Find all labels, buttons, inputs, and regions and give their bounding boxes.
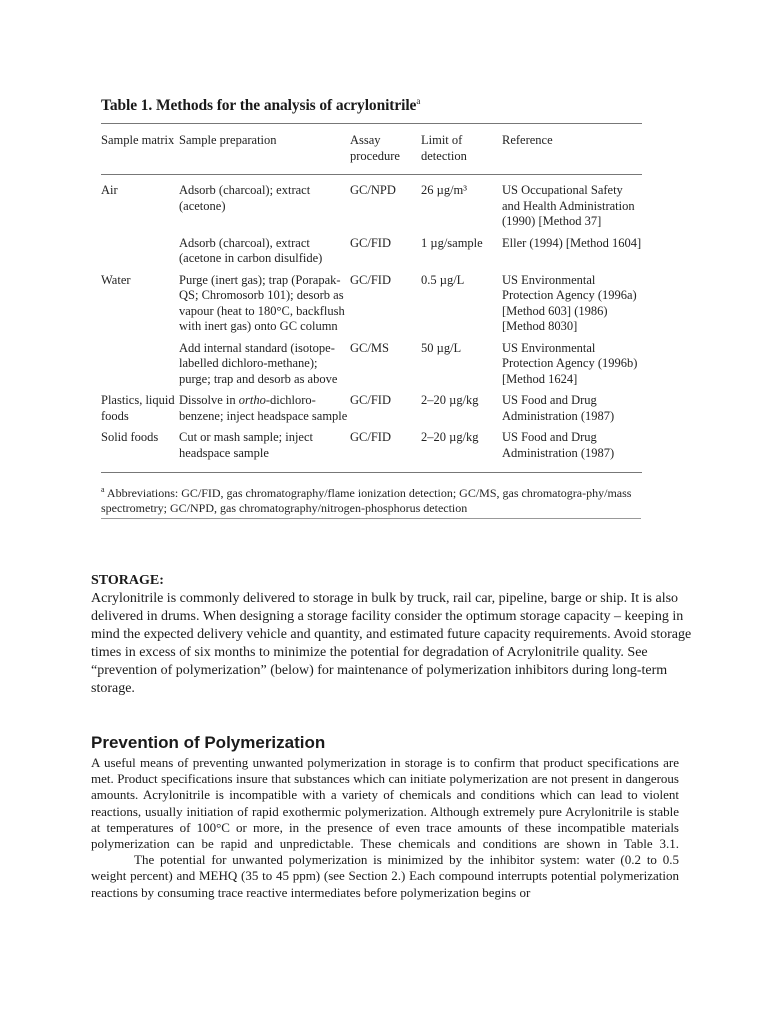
table-footnote: $^a$ Abbreviations: GC/FID, gas chromatography/flame ionization detection; GC/MS, gas chromatogra-phy/mass spectrometry; GC/NPD, gas chromatography/nitrogen-phosphorus detection	[101, 482, 641, 519]
cell-preparation: Purge (inert gas); trap (Porapak-QS; Chromosorb 101); desorb as vapour (heat to 180°C, backflush with inert gas) onto GC column	[179, 272, 345, 334]
cell-matrix: Water	[101, 272, 131, 287]
cell-preparation: Add internal standard (isotope-labelled dichloro-methane); purge; trap and desorb as above	[179, 340, 338, 386]
header-assay-procedure: Assay procedure	[350, 133, 400, 163]
cell-assay: GC/FID	[350, 430, 391, 445]
cell-reference: US Food and Drug Administration (1987)	[502, 430, 615, 460]
cell-reference: US Occupational Safety and Health Administration (1990) [Method 37]	[502, 183, 635, 229]
storage-section	[91, 572, 705, 698]
header-sample-preparation: Sample preparation	[179, 133, 277, 148]
cell-matrix: Solid foods	[101, 430, 159, 445]
table-row	[101, 430, 642, 473]
cell-matrix	[101, 236, 179, 273]
cell-limit: 50 µg/L	[421, 340, 462, 355]
storage-heading: STORAGE:	[91, 573, 164, 588]
cell-assay: GC/FID	[350, 272, 391, 287]
cell-reference: US Environmental Protection Agency (1996b) [Method 1624]	[502, 340, 638, 386]
prevention-paragraph-2: The potential for unwanted polymerization is minimized by the inhibitor system: water (0.2 to 0.5 weight percent) and MEHQ (35 to 45 ppm) (see Section 2.) Each compound interrupts potential polymerization reactions by consuming trace reactive intermediates before polymerization begins or	[91, 852, 679, 900]
cell-limit: 2–20 µg/kg	[421, 393, 479, 408]
cell-reference: US Environmental Protection Agency (1996a) [Method 603] (1986) [Method 8030]	[502, 272, 637, 334]
cell-matrix: Air	[101, 183, 118, 198]
cell-limit: 26 µg/m³	[421, 183, 468, 198]
prevention-section	[91, 733, 679, 901]
analysis-methods-table-block	[101, 96, 641, 519]
table-header-row	[101, 124, 642, 175]
cell-matrix: Plastics, liquid foods	[101, 393, 175, 423]
table-row	[101, 393, 642, 430]
cell-limit: 0.5 µg/L	[421, 272, 465, 287]
prevention-heading: Prevention of Polymerization	[91, 733, 326, 752]
cell-matrix	[101, 341, 179, 394]
prevention-paragraph-1: A useful means of preventing unwanted polymerization in storage is to confirm that product specifications are met. Product specifications insure that substances which can initiate polymerization are not present in dangerous amounts. Acrylonitrile is incompatible with a variety of chemicals and conditions which can lead to violent reactions, usually initiation of rapid exothermic polymerization. Although extremely pure Acrylonitrile is stable at temperatures of 100°C or more, in the presence of even trace amounts of these incompatible materials polymerization can be rapid and unpredictable. These chemicals and conditions are shown in Table 3.1.	[91, 755, 679, 852]
cell-preparation: Dissolve in ortho-dichloro-benzene; inject headspace sample	[179, 393, 348, 423]
cell-limit: 1 µg/sample	[421, 235, 483, 250]
cell-assay: GC/FID	[350, 235, 391, 250]
analysis-methods-table	[101, 123, 642, 473]
table-title: Table 1. Methods for the analysis of acrylonitrile$^a$	[101, 96, 421, 115]
header-reference: Reference	[502, 133, 553, 148]
cell-preparation: Adsorb (charcoal), extract (acetone in carbon disulfide)	[179, 235, 323, 266]
table-row	[101, 341, 642, 394]
table-row	[101, 175, 642, 236]
table-row	[101, 273, 642, 341]
cell-preparation: Adsorb (charcoal); extract (acetone)	[179, 183, 311, 213]
cell-reference: US Food and Drug Administration (1987)	[502, 393, 615, 423]
cell-assay: GC/NPD	[350, 183, 396, 198]
cell-reference: Eller (1994) [Method 1604]	[502, 235, 642, 250]
storage-text: Acrylonitrile is commonly delivered to storage in bulk by truck, rail car, pipeline, barge or ship. It is also delivered in drums. When designing a storage facility consider the optimum storage capacity – keeping in mind the expected delivery vehicle and quantity, and estimated future capacity requirements. Avoid storage times in excess of six months to minimize the potential for degradation of Acrylonitrile quality. See “prevention of polymerization” (below) for maintenance of polymerization inhibitors during long-term storage.	[91, 591, 692, 696]
cell-assay: GC/FID	[350, 393, 391, 408]
cell-limit: 2–20 µg/kg	[421, 430, 479, 445]
cell-preparation: Cut or mash sample; inject headspace sample	[179, 430, 314, 460]
header-limit-of-detection: Limit of detection	[421, 133, 467, 163]
table-row	[101, 236, 642, 273]
cell-assay: GC/MS	[350, 340, 389, 355]
header-sample-matrix: Sample matrix	[101, 133, 175, 148]
